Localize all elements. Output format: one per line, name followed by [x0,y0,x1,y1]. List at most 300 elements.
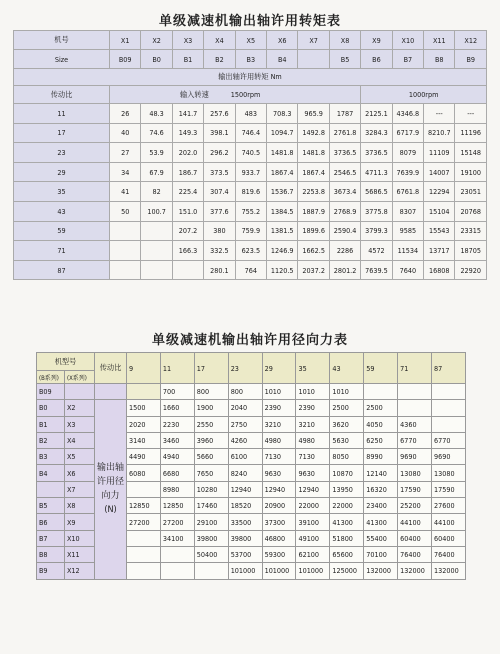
force-cell [432,384,466,400]
ratio-cell: 59 [14,221,110,241]
force-cell: 6770 [398,432,432,448]
force-cell: 59300 [262,546,296,562]
torque-cell: 1867.4 [267,162,298,182]
b-model-cell: B0 [37,400,65,416]
force-cell: 7130 [262,449,296,465]
torque-cell: 207.2 [172,221,203,241]
b-model-cell: B3 [37,449,65,465]
torque-cell: 933.7 [235,162,266,182]
force-cell: 800 [228,384,262,400]
model-cell: X6 [267,31,298,50]
torque-cell: 149.3 [172,123,203,143]
force-cell: 1660 [160,400,194,416]
torque-cell: 2037.2 [298,260,329,280]
ratio-header-row [37,353,466,371]
torque-cell: 8210.7 [424,123,455,143]
force-cell: 2750 [228,416,262,432]
model-cell: X1 [110,31,141,50]
force-cell: 125000 [330,563,364,579]
x-series-label: (X系列) [65,371,95,384]
size-cell: B6 [361,50,392,69]
torque-cell: 819.6 [235,182,266,202]
force-cell: 49100 [296,530,330,546]
force-cell [160,563,194,579]
b-model-cell: B6 [37,514,65,530]
force-cell: 76400 [398,546,432,562]
force-cell: 55400 [364,530,398,546]
table-row [14,221,487,241]
ratio-cell: 35 [14,182,110,202]
force-cell [398,384,432,400]
torque-cell: 965.9 [298,104,329,124]
force-cell: 700 [160,384,194,400]
torque-cell: 16808 [424,260,455,280]
x-model-cell: X10 [65,530,95,546]
force-cell: 6080 [127,465,161,481]
torque-cell: 13717 [424,241,455,261]
ratio-cell: 17 [194,353,228,384]
force-cell: 33500 [228,514,262,530]
torque-cell [172,260,203,280]
force-cell: 53700 [228,546,262,562]
force-cell: 12140 [364,465,398,481]
torque-cell: 1492.8 [298,123,329,143]
force-cell: 17590 [432,481,466,497]
torque-cell: 18705 [455,241,487,261]
b-model-cell: B4 [37,465,65,481]
force-cell: 25200 [398,498,432,514]
force-cell: 29100 [194,514,228,530]
torque-cell [110,241,141,261]
speed-1500: 1500rpm [230,89,261,99]
force-cell: 12940 [228,481,262,497]
torque-cell: 3673.4 [329,182,360,202]
ratio-cell: 43 [14,201,110,221]
torque-cell: 23051 [455,182,487,202]
ratio-cell: 11 [14,104,110,124]
unit-label: 输出轴许用转矩 Nm [14,69,487,86]
torque-cell: 166.3 [172,241,203,261]
b-model-cell: B7 [37,530,65,546]
force-cell: 2500 [364,400,398,416]
torque-cell: 7639.5 [361,260,392,280]
ratio-cell: 9 [127,353,161,384]
torque-cell: 19100 [455,162,487,182]
table-row [14,260,487,280]
torque-cell: 40 [110,123,141,143]
torque-cell: 708.3 [267,104,298,124]
radial-force-table [36,352,466,580]
torque-cell: 6717.9 [392,123,423,143]
force-cell: 3960 [194,432,228,448]
force-cell: 4360 [398,416,432,432]
torque-cell: 380 [204,221,235,241]
x-model-cell: X2 [65,400,95,416]
table-row [37,384,466,400]
input-speed-label: 输入转速 [180,89,209,99]
radial-force-table-title: 单级减速机输出轴许用径向力表 [151,333,348,348]
torque-cell: 2253.8 [298,182,329,202]
ratio-cell: 11 [160,353,194,384]
force-cell: 4980 [262,432,296,448]
force-cell: 8990 [364,449,398,465]
torque-cell: 1867.4 [298,162,329,182]
torque-cell: 1662.5 [298,241,329,261]
model-cell: X12 [455,31,487,50]
force-cell: 41300 [364,514,398,530]
torque-cell: 15104 [424,201,455,221]
torque-cell: 2590.4 [329,221,360,241]
force-cell: 16320 [364,481,398,497]
force-cell: 101000 [262,563,296,579]
torque-cell: 225.4 [172,182,203,202]
model-label: 机型号 [37,353,95,371]
force-cell [432,416,466,432]
size-cell: B4 [267,50,298,69]
torque-cell: 3775.8 [361,201,392,221]
force-cell [127,563,161,579]
model-cell: X5 [235,31,266,50]
force-cell: 60400 [398,530,432,546]
x-model-cell: X7 [65,481,95,497]
force-cell: 132000 [364,563,398,579]
force-cell: 4940 [160,449,194,465]
force-cell: 2500 [330,400,364,416]
torque-cell: 623.5 [235,241,266,261]
torque-cell: 4346.8 [392,104,423,124]
torque-cell: 764 [235,260,266,280]
torque-cell: 2801.2 [329,260,360,280]
force-cell: 101000 [228,563,262,579]
torque-cell: 15148 [455,143,487,163]
force-cell: 13080 [398,465,432,481]
ratio-label: 传动比 [95,353,127,384]
force-cell: 70100 [364,546,398,562]
force-cell: 10870 [330,465,364,481]
size-cell: B09 [110,50,141,69]
force-cell: 4490 [127,449,161,465]
ratio-cell: 59 [364,353,398,384]
size-label: Size [14,50,110,69]
torque-cell: 1246.9 [267,241,298,261]
torque-cell: 74.6 [141,123,172,143]
force-cell: 17590 [398,481,432,497]
torque-cell: 26 [110,104,141,124]
model-cell: X3 [172,31,203,50]
force-cell: 12850 [127,498,161,514]
torque-cell: 11196 [455,123,487,143]
torque-cell: 1887.9 [298,201,329,221]
b-model-cell [37,481,65,497]
torque-cell: 280.1 [204,260,235,280]
force-cell: 44100 [432,514,466,530]
ratio-cell: 43 [330,353,364,384]
b-model-cell: B9 [37,563,65,579]
force-cell: 12940 [296,481,330,497]
torque-cell: 15543 [424,221,455,241]
torque-cell: 1536.7 [267,182,298,202]
size-cell: B5 [329,50,360,69]
force-cell: 5660 [194,449,228,465]
force-cell: 17460 [194,498,228,514]
force-cell [127,384,161,400]
ratio-cell: 71 [398,353,432,384]
size-cell: B8 [424,50,455,69]
torque-cell: 8307 [392,201,423,221]
size-cell: B3 [235,50,266,69]
force-cell: 50400 [194,546,228,562]
torque-cell: 2286 [329,241,360,261]
force-cell [432,400,466,416]
ratio-cell: 87 [14,260,110,280]
force-cell: 18520 [228,498,262,514]
force-cell: 4980 [296,432,330,448]
b-model-cell: B09 [37,384,65,400]
torque-cell: 9585 [392,221,423,241]
torque-cell: 22920 [455,260,487,280]
unit-row [14,69,487,86]
force-cell: 60400 [432,530,466,546]
torque-cell: 151.0 [172,201,203,221]
torque-cell: 4711.3 [361,162,392,182]
table-row [14,241,487,261]
torque-cell: 1381.5 [267,221,298,241]
force-cell: 6250 [364,432,398,448]
b-series-label: (B系列) [37,371,65,384]
force-cell: 46800 [262,530,296,546]
force-cell: 22000 [330,498,364,514]
x-model-cell: X6 [65,465,95,481]
torque-cell: 746.4 [235,123,266,143]
force-cell: 4260 [228,432,262,448]
b-model-cell: B2 [37,432,65,448]
x-model-cell: X3 [65,416,95,432]
force-cell: 1500 [127,400,161,416]
table-row [14,162,487,182]
torque-cell: 3284.3 [361,123,392,143]
force-cell: 22000 [296,498,330,514]
force-cell: 20900 [262,498,296,514]
torque-cell: 3736.5 [329,143,360,163]
size-cell: B9 [455,50,487,69]
torque-cell: 5686.5 [361,182,392,202]
x-model-cell: X5 [65,449,95,465]
table-row [14,201,487,221]
force-cell: 2550 [194,416,228,432]
ratio-cell: 29 [262,353,296,384]
torque-cell: 27 [110,143,141,163]
force-cell: 6100 [228,449,262,465]
torque-cell: 296.2 [204,143,235,163]
force-cell: 101000 [296,563,330,579]
torque-cell: 377.6 [204,201,235,221]
torque-cell: 3799.3 [361,221,392,241]
x-model-cell: X9 [65,514,95,530]
force-cell: 13950 [330,481,364,497]
force-cell [160,546,194,562]
table-row [14,123,487,143]
force-cell: 7130 [296,449,330,465]
force-cell: 9630 [262,465,296,481]
torque-cell: 202.0 [172,143,203,163]
force-cell: 2040 [228,400,262,416]
force-cell [127,530,161,546]
force-cell: 2230 [160,416,194,432]
ratio-cell: 17 [14,123,110,143]
torque-cell: 6761.8 [392,182,423,202]
torque-cell: 2761.8 [329,123,360,143]
size-cell: B7 [392,50,423,69]
force-cell: 76400 [432,546,466,562]
torque-cell: 2125.1 [361,104,392,124]
x-model-cell: X11 [65,546,95,562]
model-cell: X2 [141,31,172,50]
model-cell: X7 [298,31,329,50]
torque-cell: 41 [110,182,141,202]
force-cell: 2390 [296,400,330,416]
torque-cell: 8079 [392,143,423,163]
torque-cell: 3736.5 [361,143,392,163]
force-cell [364,384,398,400]
torque-cell: 483 [235,104,266,124]
b-model-cell: B8 [37,546,65,562]
ratio-label: 传动比 [14,86,110,104]
torque-cell: 1384.5 [267,201,298,221]
force-cell: 34100 [160,530,194,546]
torque-cell: 373.5 [204,162,235,182]
torque-cell: 1899.6 [298,221,329,241]
ratio-cell: 23 [228,353,262,384]
force-cell: 800 [194,384,228,400]
model-header-row [14,31,487,50]
size-header-row [14,50,487,69]
force-cell: 4050 [364,416,398,432]
force-cell: 9630 [296,465,330,481]
speed-1000: 1000rpm [361,86,487,104]
model-cell: X4 [204,31,235,50]
torque-cell [141,221,172,241]
force-cell: 2020 [127,416,161,432]
ratio-spacer [95,384,127,400]
torque-cell: 7640 [392,260,423,280]
x-model-cell: X4 [65,432,95,448]
torque-cell: 34 [110,162,141,182]
torque-cell: 11534 [392,241,423,261]
force-cell: 8050 [330,449,364,465]
torque-cell: 12294 [424,182,455,202]
force-cell: 39800 [228,530,262,546]
force-cell: 39800 [194,530,228,546]
torque-cell: 53.9 [141,143,172,163]
force-cell: 7650 [194,465,228,481]
torque-cell: 7639.9 [392,162,423,182]
torque-cell: 67.9 [141,162,172,182]
force-cell: 9690 [432,449,466,465]
torque-cell: 307.4 [204,182,235,202]
torque-cell: 4572 [361,241,392,261]
force-cell: 3210 [296,416,330,432]
torque-cell: 11109 [424,143,455,163]
torque-cell: 398.1 [204,123,235,143]
torque-table [13,30,487,280]
model-cell: X11 [424,31,455,50]
size-cell: B1 [172,50,203,69]
force-cell: 8980 [160,481,194,497]
torque-cell: 257.6 [204,104,235,124]
size-cell [298,50,329,69]
size-cell: B0 [141,50,172,69]
torque-cell: --- [424,104,455,124]
table-row [14,143,487,163]
torque-cell: 14007 [424,162,455,182]
force-cell: 3210 [262,416,296,432]
force-cell: 8240 [228,465,262,481]
force-cell: 51800 [330,530,364,546]
x-model-cell: X8 [65,498,95,514]
force-cell: 37300 [262,514,296,530]
torque-cell: 2768.9 [329,201,360,221]
x-model-cell [65,384,95,400]
force-cell: 132000 [398,563,432,579]
ratio-cell: 87 [432,353,466,384]
torque-cell: 20768 [455,201,487,221]
torque-cell: 186.7 [172,162,203,182]
force-cell [194,563,228,579]
force-cell: 1010 [262,384,296,400]
force-cell [127,481,161,497]
torque-cell: 48.3 [141,104,172,124]
force-cell: 12850 [160,498,194,514]
force-cell: 1010 [296,384,330,400]
force-cell: 132000 [432,563,466,579]
force-cell: 3140 [127,432,161,448]
speed-row [14,86,487,104]
torque-cell: 1094.7 [267,123,298,143]
torque-table-title: 单级减速机输出轴许用转矩表 [158,14,341,29]
ratio-cell: 71 [14,241,110,261]
torque-cell: 141.7 [172,104,203,124]
force-cell: 12940 [262,481,296,497]
torque-cell: 1120.5 [267,260,298,280]
x-model-cell: X12 [65,563,95,579]
torque-cell: 23315 [455,221,487,241]
b-model-cell: B5 [37,498,65,514]
torque-cell: --- [455,104,487,124]
torque-cell: 755.2 [235,201,266,221]
force-cell: 3620 [330,416,364,432]
force-cell: 65600 [330,546,364,562]
torque-cell: 759.9 [235,221,266,241]
ratio-cell: 23 [14,143,110,163]
force-cell: 27200 [160,514,194,530]
force-cell [398,400,432,416]
force-cell: 10280 [194,481,228,497]
force-cell: 5630 [330,432,364,448]
torque-cell: 740.5 [235,143,266,163]
torque-cell [141,241,172,261]
model-cell: X9 [361,31,392,50]
torque-cell: 332.5 [204,241,235,261]
force-cell: 41300 [330,514,364,530]
force-cell: 27600 [432,498,466,514]
force-cell: 6680 [160,465,194,481]
torque-cell [110,260,141,280]
input-speed-1500 [110,86,361,104]
model-cell: X8 [329,31,360,50]
force-cell: 62100 [296,546,330,562]
table-row [14,182,487,202]
torque-cell [141,260,172,280]
